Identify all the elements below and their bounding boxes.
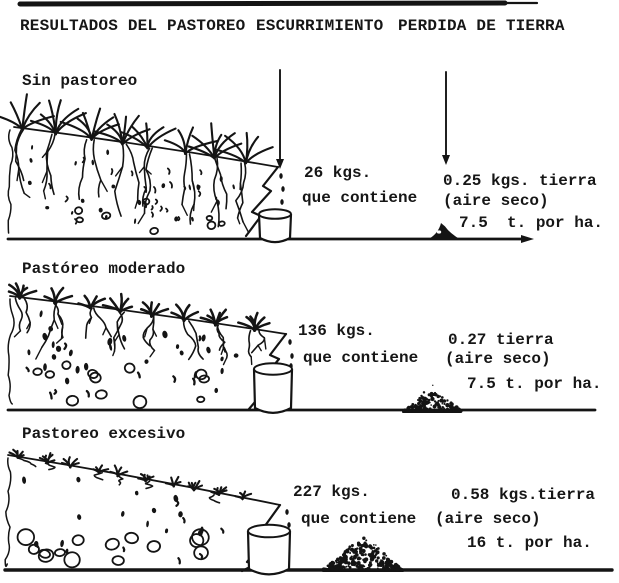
panel3-soil-amount: 0.58 kgs.tierra bbox=[451, 486, 596, 504]
header-results-column: RESULTADOS DEL PASTOREO bbox=[20, 17, 246, 35]
panel3-soil-caption: (aire seco) bbox=[435, 510, 541, 528]
panel1-illustration bbox=[0, 70, 534, 243]
plant-roots bbox=[14, 298, 265, 364]
runoff-arrow-icon bbox=[276, 70, 284, 169]
panel3-runoff-amount: 227 kgs. bbox=[293, 483, 370, 501]
panel3-soil-rate: 16 t. por ha. bbox=[467, 534, 592, 552]
top-rule-line bbox=[20, 3, 537, 4]
grass-tufts bbox=[0, 94, 273, 163]
grass-tufts bbox=[9, 284, 269, 331]
stones bbox=[74, 198, 225, 234]
header-runoff-column: ESCURRIMIENTO bbox=[256, 17, 384, 35]
soil-dots bbox=[28, 145, 236, 224]
header-soil-loss-column: PERDIDA DE TIERRA bbox=[398, 17, 565, 35]
stones bbox=[17, 527, 210, 568]
panel3-label: Pastoreo excesivo bbox=[22, 425, 186, 443]
stones bbox=[33, 361, 209, 409]
panel1-soil-caption: (aire seco) bbox=[443, 192, 549, 210]
panel3-runoff-caption: que contiene bbox=[301, 510, 417, 528]
panel2-runoff-amount: 136 kgs. bbox=[298, 322, 375, 340]
panel1-label: Sin pastoreo bbox=[22, 72, 138, 90]
water-drips bbox=[279, 173, 284, 205]
soil-dots bbox=[27, 310, 239, 398]
plant-roots bbox=[17, 458, 219, 503]
panel1-soil-rate: 7.5 t. por ha. bbox=[459, 214, 604, 232]
panel2-soil-amount: 0.27 tierra bbox=[448, 331, 554, 349]
runoff-bucket-icon bbox=[254, 363, 292, 413]
runoff-bucket-icon bbox=[259, 209, 291, 242]
panel2-soil-caption: (aire seco) bbox=[445, 350, 551, 368]
runoff-bucket-icon bbox=[248, 525, 290, 575]
soil-pile-icon bbox=[402, 385, 462, 413]
soil-pile-icon bbox=[427, 223, 461, 240]
water-drips bbox=[288, 339, 293, 369]
panel2-soil-rate: 7.5 t. por ha. bbox=[467, 375, 602, 393]
soil-loss-arrow-icon bbox=[442, 72, 450, 165]
panel1-runoff-caption: que contiene bbox=[302, 189, 418, 207]
soil-pile-icon bbox=[322, 537, 404, 572]
panel2-runoff-caption: que contiene bbox=[303, 349, 419, 367]
panel1-soil-amount: 0.25 kgs. tierra bbox=[443, 172, 597, 190]
panel2-label: Pastóreo moderado bbox=[22, 260, 186, 278]
panel1-runoff-amount: 26 kgs. bbox=[304, 164, 372, 182]
